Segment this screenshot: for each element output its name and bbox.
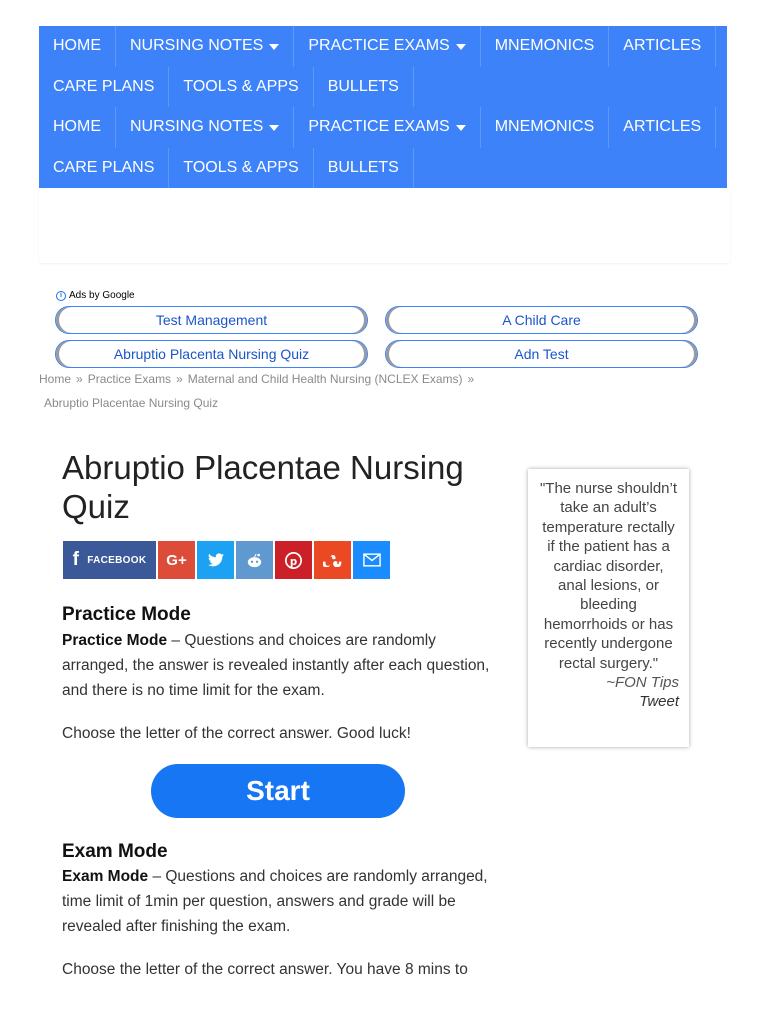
nav-item-care-plans[interactable] [39, 148, 169, 189]
tweet-link[interactable]: Tweet [639, 693, 679, 711]
tip-quote-box [528, 469, 689, 747]
ads-by-google-text: Ads by Google [69, 290, 135, 301]
ad-banner-placeholder [39, 188, 730, 263]
nav-item-home[interactable] [39, 26, 116, 67]
page-title: Abruptio Placentae Nursing Quiz [62, 449, 464, 525]
tip-attribution: ~FON Tips [606, 674, 679, 692]
breadcrumb-separator: » [76, 372, 83, 386]
nav-item-label: PRACTICE EXAMS [308, 118, 450, 136]
nav-row [39, 67, 727, 108]
nav-item-label: MNEMONICS [494, 37, 595, 55]
nav-item-articles[interactable] [609, 26, 716, 67]
breadcrumb-maternal-child[interactable]: Maternal and Child Health Nursing (NCLEX Exams) [187, 372, 463, 386]
nav-item-bullets[interactable] [314, 67, 414, 108]
practice-mode-lead: Practice Mode [62, 632, 168, 649]
nav-row [39, 107, 727, 148]
info-icon[interactable]: i [56, 291, 66, 301]
nav-item-label: NURSING NOTES [130, 37, 264, 55]
facebook-icon: f [72, 549, 80, 570]
nav-item-care-plans[interactable] [39, 67, 169, 108]
email-icon [363, 553, 381, 567]
breadcrumb-home[interactable]: Home [39, 372, 72, 386]
nav-item-label: ARTICLES [623, 118, 702, 136]
nav-item-home[interactable] [39, 107, 116, 148]
ad-link-adn-test[interactable]: Adn Test [385, 340, 698, 368]
nav-row [39, 148, 727, 189]
twitter-icon [208, 553, 224, 567]
practice-mode-instruction: Choose the letter of the correct answer. Good luck! [62, 725, 411, 742]
nav-item-label: HOME [53, 37, 101, 55]
pinterest-icon [285, 552, 302, 569]
twitter-share-button[interactable] [197, 541, 234, 579]
nav-item-tools-apps[interactable] [169, 67, 313, 108]
reddit-icon [246, 553, 263, 568]
exam-mode-text: – Questions and choices are randomly arranged, time limit of 1min per question, answers and grade will be revealed after finishing the exam. [62, 868, 488, 935]
stumbleupon-icon [323, 553, 343, 567]
nav-item-label: TOOLS & APPS [183, 77, 299, 95]
caret-down-icon [269, 125, 279, 131]
nav-item-label: PRACTICE EXAMS [308, 37, 450, 55]
svg-text:p: p [289, 556, 298, 568]
breadcrumb-separator: » [176, 372, 183, 386]
google-plus-share-button[interactable] [158, 541, 195, 579]
main-navigation [39, 26, 727, 188]
nav-item-label: NURSING NOTES [130, 118, 264, 136]
nav-row [39, 26, 727, 67]
nav-item-label: BULLETS [327, 158, 399, 176]
nav-item-articles[interactable] [609, 107, 716, 148]
exam-mode-lead: Exam Mode [62, 868, 149, 885]
nav-item-practice-exams[interactable] [294, 26, 480, 67]
caret-down-icon [456, 125, 466, 131]
ad-link-abruptio-placenta-quiz[interactable]: Abruptio Placenta Nursing Quiz [55, 340, 368, 368]
ad-link-test-management[interactable]: Test Management [55, 306, 368, 334]
nav-item-practice-exams[interactable] [294, 107, 480, 148]
stumbleupon-share-button[interactable] [314, 541, 351, 579]
caret-down-icon [269, 44, 279, 50]
nav-item-label: MNEMONICS [494, 118, 595, 136]
practice-mode-heading: Practice Mode [62, 604, 191, 625]
breadcrumb-practice-exams[interactable]: Practice Exams [87, 372, 172, 386]
nav-item-label: TOOLS & APPS [183, 158, 299, 176]
tip-quote: "The nurse shouldn’t take an adult’s temperature rectally if the patient has a cardiac disorder, anal lesions, or bleeding hemorrhoids or has recently undergone rectal surgery." [539, 480, 678, 672]
nav-item-mnemonics[interactable] [481, 107, 610, 148]
ads-by-google-label[interactable] [56, 290, 135, 301]
nav-item-label: ARTICLES [623, 37, 702, 55]
practice-mode-text: – Questions and choices are randomly arranged, the answer is revealed instantly after each question, and there is no time limit for the exam. [62, 632, 490, 699]
exam-mode-description [62, 864, 502, 939]
nav-item-nursing-notes[interactable] [116, 26, 294, 67]
nav-item-label: BULLETS [327, 77, 399, 95]
ad-link-a-child-care[interactable]: A Child Care [385, 306, 698, 334]
nav-item-bullets[interactable] [314, 148, 414, 189]
nav-item-label: HOME [53, 118, 101, 136]
start-button[interactable]: Start [151, 764, 405, 818]
breadcrumb-separator: » [467, 372, 475, 386]
email-share-button[interactable] [353, 541, 390, 579]
reddit-share-button[interactable] [236, 541, 273, 579]
nav-item-nursing-notes[interactable] [116, 107, 294, 148]
facebook-label: FACEBOOK [87, 554, 147, 566]
caret-down-icon [456, 44, 466, 50]
nav-item-mnemonics[interactable] [481, 26, 610, 67]
exam-mode-instruction: Choose the letter of the correct answer. You have 8 mins to [62, 961, 468, 978]
google-plus-icon: G+ [166, 551, 187, 569]
pinterest-share-button[interactable] [275, 541, 312, 579]
nav-item-label: CARE PLANS [53, 77, 155, 95]
exam-mode-heading: Exam Mode [62, 841, 168, 862]
facebook-share-button[interactable] [63, 541, 156, 579]
breadcrumb-current: Abruptio Placentae Nursing Quiz [44, 396, 219, 410]
nav-item-tools-apps[interactable] [169, 148, 313, 189]
nav-item-label: CARE PLANS [53, 158, 155, 176]
practice-mode-description [62, 628, 502, 703]
breadcrumb [39, 371, 479, 387]
share-bar [63, 541, 390, 579]
